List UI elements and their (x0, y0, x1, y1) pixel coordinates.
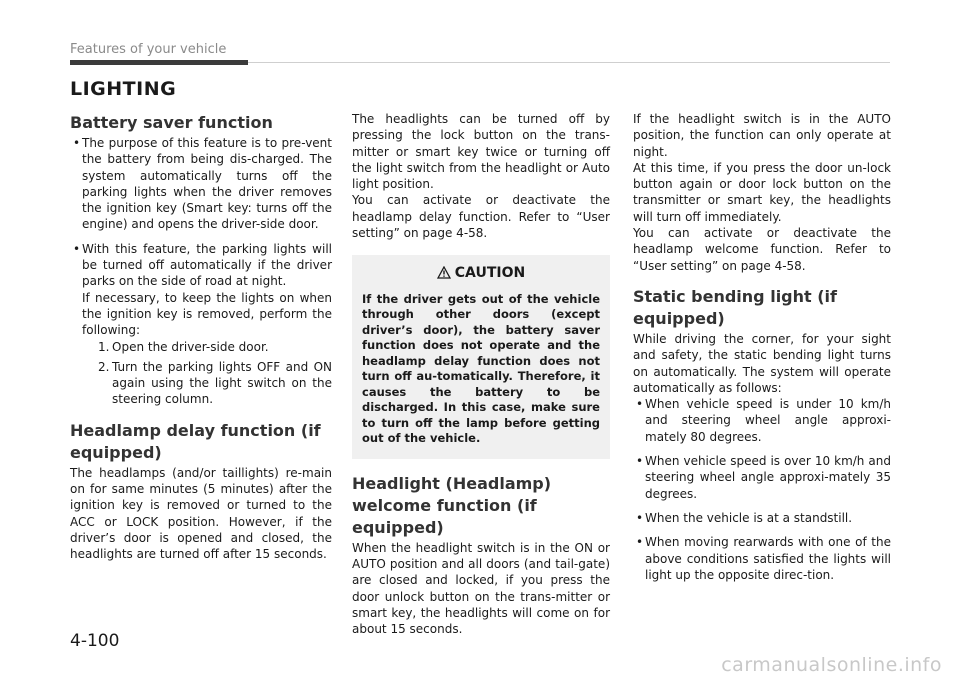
static-bending-heading: Static bending light (if equipped) (633, 286, 837, 328)
header-bar (70, 60, 248, 65)
bullet-text: • The purpose of this feature is to pre-vent the battery from being dis-charged. The system automatically turns off the parking lights when the driver removes the ignition key (Smart key: turns off the engine) and opens the driver-side door. (82, 136, 332, 232)
caution-title (362, 265, 600, 281)
chapter-header: Features of your vehicle (70, 42, 227, 57)
headlamp-delay-heading: Headlamp delay function (if equipped) (70, 420, 321, 462)
list-item (70, 241, 332, 408)
step-item (98, 359, 332, 408)
paragraph: When the headlight switch is in the ON or AUTO position and all doors (and tail-gate) are closed and locked, if you press the door unlock button on the trans-mitter or smart key, the headlights will come on for about 15 seconds. (352, 540, 610, 637)
step-item (98, 339, 332, 355)
warning-triangle-icon (437, 266, 451, 279)
welcome-heading: Headlight (Headlamp) welcome function (if equipped) (352, 473, 552, 537)
caution-text: If the driver gets out of the vehicle through other doors (except driver’s door), the battery saver function does not operate and the headlamp delay function does not turn off au-tomatically. Therefore, it causes the battery to be discharged. In this case, make sure to turn off the lamp before getting out of the vehicle. (362, 291, 600, 446)
paragraph: You can activate or deactivate the headlamp welcome function. Refer to “User setting” on page 4-58. (633, 226, 891, 273)
caution-box (352, 255, 610, 458)
paragraph: If the headlight switch is in the AUTO position, the function can only operate at night. (633, 112, 891, 159)
paragraph: At this time, if you press the door un-lock button again or door lock button on the transmitter or smart key, the headlights will turn off immediately. (633, 160, 891, 224)
section-title: LIGHTING (70, 78, 177, 100)
list-item (633, 534, 891, 583)
bullet-text: • When moving rearwards with one of the above conditions satisfied the lights will light up the opposite direc-tion. (645, 535, 891, 582)
list-item (633, 396, 891, 445)
bullet-text: • When vehicle speed is under 10 km/h and steering wheel angle approxi-mately 80 degrees. (645, 397, 891, 444)
paragraph: The headlamps (and/or taillights) re-main on for same minutes (5 minutes) after the ignition key is removed or turned to the ACC or LOCK position. However, if the driver’s door is opened and closed, the headlights are turned off after 15 seconds. (70, 465, 332, 562)
battery-saver-heading: Battery saver function (70, 113, 273, 132)
column-2 (352, 111, 610, 637)
watermark: carmanualsonline.info (721, 654, 942, 676)
header-rule (248, 62, 890, 63)
page-number: 4-100 (70, 631, 120, 651)
paragraph: The headlights can be turned off by pressing the lock button on the trans-mitter or smart key twice or turning off the light switch from the headlight or Auto light position. (352, 112, 610, 192)
list-item (633, 453, 891, 502)
bullet-text: • When vehicle speed is over 10 km/h and steering wheel angle approxi-mately 35 degrees. (645, 454, 891, 501)
column-1 (70, 112, 332, 563)
step-text: Open the driver-side door. (112, 339, 269, 354)
paragraph: While driving the corner, for your sight and safety, the static bending light turns on automatically. The system will operate automatically as follows: (633, 331, 891, 395)
step-number: 1. (98, 339, 110, 354)
list-item (633, 510, 891, 526)
bullet-text: • With this feature, the parking lights will be turned off automatically if the driver parks on the side of road at night. (82, 241, 332, 289)
step-list (82, 339, 332, 408)
caution-label: CAUTION (454, 265, 526, 282)
bullet-text: If necessary, to keep the lights on when the ignition key is removed, perform the following: (82, 290, 332, 338)
list-item (70, 135, 332, 233)
column-3 (633, 111, 891, 591)
step-text: Turn the parking lights OFF and ON again using the light switch on the steering column. (112, 359, 332, 407)
paragraph: You can activate or deactivate the headlamp delay function. Refer to “User setting” on page 4-58. (352, 193, 610, 241)
bullet-text: • When the vehicle is at a standstill. (645, 510, 853, 525)
step-number: 2. (98, 359, 110, 374)
